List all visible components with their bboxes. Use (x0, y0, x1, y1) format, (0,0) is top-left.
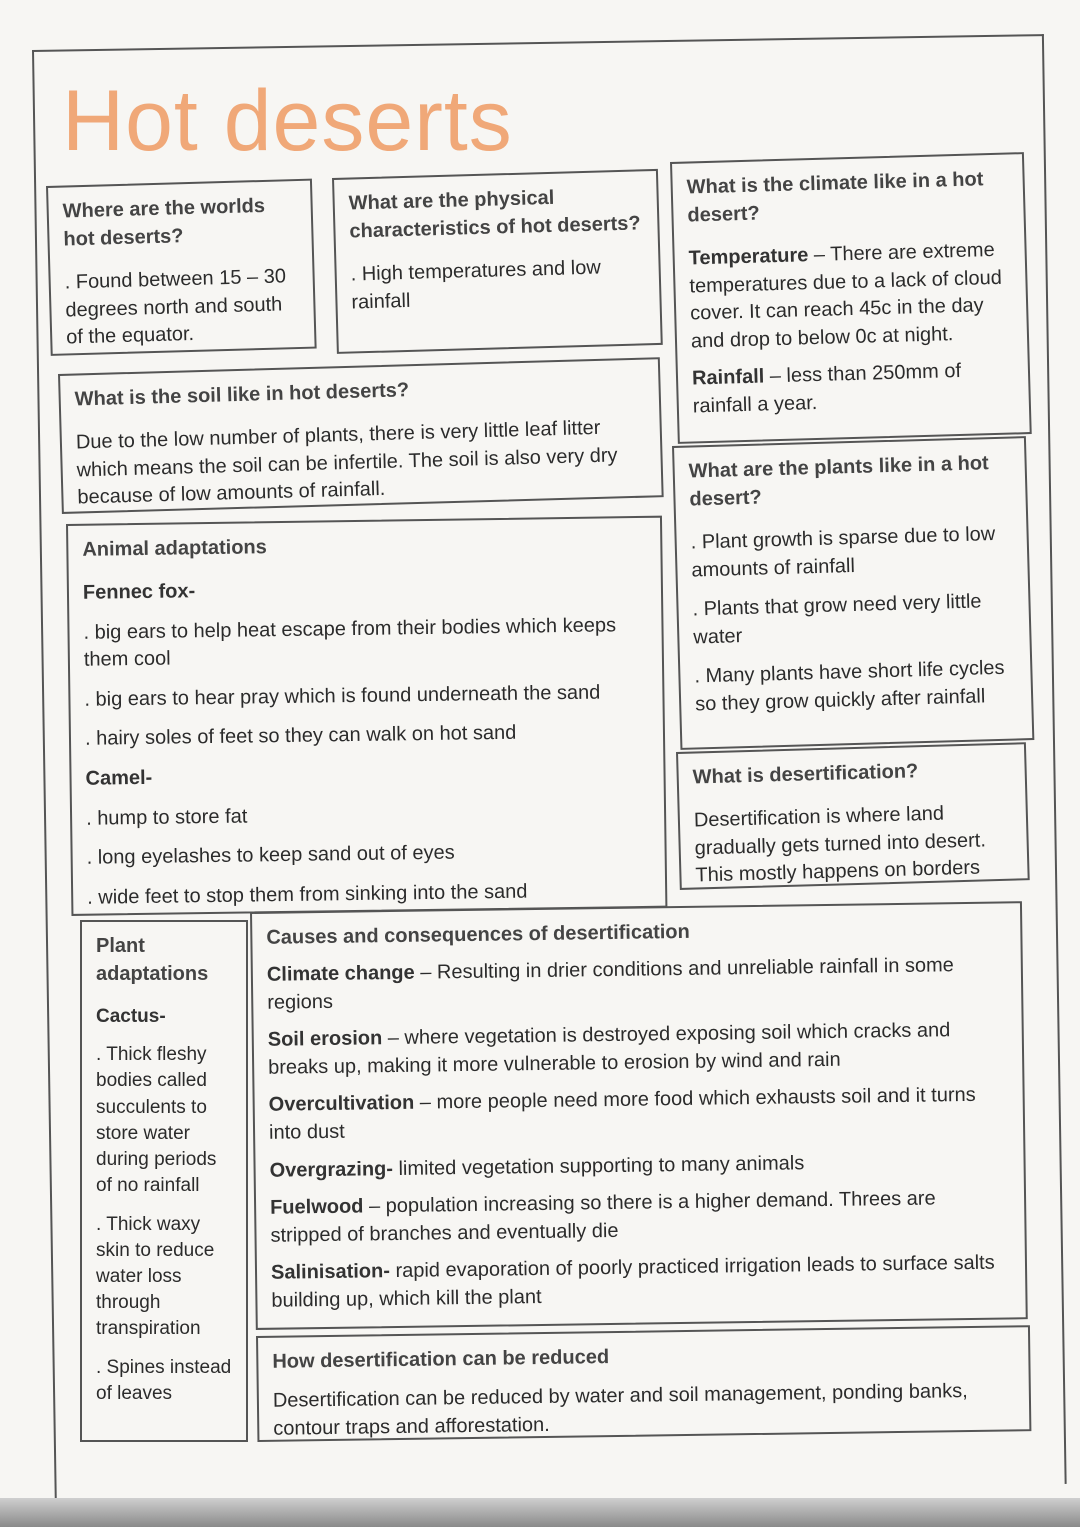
cactus-item: . Spines instead of leaves (96, 1356, 232, 1404)
cause-item (267, 951, 1008, 1017)
temperature-text: – There are extreme temperatures due to a lack of cloud cover. It can reach 45c in the day and drop to below 0c at night. (689, 238, 1003, 353)
cause-text: rapid evaporation of poorly practiced irrigation leads to surface salts building up, which kill the plant (271, 1251, 995, 1312)
cactus-item: . Thick fleshy bodies called succulents to store water during periods of no rainfall (96, 1044, 217, 1197)
cause-label: Fuelwood (269, 1195, 364, 1219)
cactus-list (96, 1042, 232, 1407)
cause-item (271, 1250, 1012, 1316)
causes-heading: Causes and consequences of desertification (266, 920, 690, 949)
scan-shadow (0, 1498, 1080, 1527)
camel-item: . hump to store fat (85, 805, 248, 830)
climate-heading: What is the climate like in a hot desert? (686, 168, 984, 227)
physical-text: . High temperatures and low rainfall (350, 256, 602, 314)
cause-text: – where vegetation is destroyed exposing soil which cracks and breaks up, making it more vulnerable to erosion by wind and rain (268, 1019, 951, 1079)
cause-label: Soil erosion (267, 1027, 383, 1051)
cause-label: Climate change (266, 961, 415, 986)
temperature-label: Temperature (688, 244, 809, 270)
cause-item (270, 1185, 1011, 1251)
desertification-text: Desertification is where land gradually gets turned into desert. This mostly happens on borders (693, 802, 987, 887)
rainfall-text: – less than 250mm of rainfall a year. (692, 360, 962, 418)
soil-box (58, 357, 664, 514)
cause-label: Salinisation- (270, 1260, 391, 1285)
plants-item: . Plants that grow need very little water (692, 590, 982, 649)
desertification-heading: What is desertification? (692, 760, 919, 789)
where-heading: Where are the worlds hot deserts? (62, 194, 266, 251)
reduce-box (256, 1325, 1031, 1442)
physical-heading: What are the physical characteristics of hot deserts? (348, 186, 641, 243)
plants-item: . Plant growth is sparse due to low amounts of rainfall (690, 523, 996, 582)
page-title: Hot deserts (62, 73, 513, 169)
soil-heading: What is the soil like in hot deserts? (74, 379, 410, 411)
climate-box (670, 152, 1032, 444)
camel-label: Camel- (85, 766, 153, 790)
plant-adaptations-heading: Plant adaptations (96, 935, 209, 985)
cause-item (268, 1017, 1009, 1083)
cause-text: – population increasing so there is a higher demand. Threes are stripped of branches and eventually die (270, 1187, 936, 1247)
desertification-box (676, 742, 1030, 890)
causes-box (250, 901, 1028, 1330)
cause-item (269, 1147, 1009, 1185)
fox-item: . hairy soles of feet so they can walk on hot sand (84, 722, 517, 751)
rainfall-label: Rainfall (691, 365, 765, 390)
cause-label: Overcultivation (268, 1092, 415, 1117)
plants-item: . Many plants have short life cycles so they grow quickly after rainfall (694, 657, 1005, 716)
plants-heading: What are the plants like in a hot desert? (688, 452, 989, 511)
plants-box (672, 436, 1034, 750)
cause-text: limited vegetation supporting to many animals (392, 1151, 805, 1180)
cactus-label: Cactus- (96, 1006, 166, 1027)
plants-list (690, 521, 1017, 719)
fox-item: . big ears to help heat escape from their bodies which keeps them cool (83, 613, 617, 671)
cause-text: – Resulting in drier conditions and unreliable rainfall in some regions (267, 954, 954, 1014)
animal-heading: Animal adaptations (82, 536, 267, 561)
cactus-item: . Thick waxy skin to reduce water loss through transpiration (96, 1213, 215, 1340)
soil-text: Due to the low number of plants, there is very little leaf litter which means the soil can be infertile. The soil is also very dry because of low amounts of rainfall. (75, 416, 618, 509)
fennec-fox-label: Fennec fox- (82, 580, 196, 604)
where-text: . Found between 15 – 30 degrees north and south of the equator. (64, 265, 287, 349)
reduce-heading: How desertification can be reduced (272, 1346, 610, 1373)
camel-item: . long eyelashes to keep sand out of eyes (86, 841, 455, 869)
plant-adaptations-box (80, 920, 248, 1442)
cause-item (269, 1082, 1010, 1148)
fox-list (83, 611, 649, 753)
camel-list (86, 797, 651, 912)
cause-text: – more people need more food which exhausts soil and it turns into dust (268, 1084, 976, 1144)
climate-temperature (688, 237, 1013, 356)
physical-box (332, 169, 663, 354)
where-box (46, 179, 317, 356)
reduce-text: Desertification can be reduced by water and soil management, ponding banks, contour traps and afforestation. (272, 1380, 968, 1440)
climate-rainfall (692, 357, 1015, 421)
fox-item: . big ears to hear pray which is found underneath the sand (84, 681, 601, 711)
cause-label: Overgrazing- (269, 1157, 394, 1182)
camel-item: . wide feet to stop them from sinking into the sand (87, 880, 528, 909)
animal-box (66, 516, 667, 916)
